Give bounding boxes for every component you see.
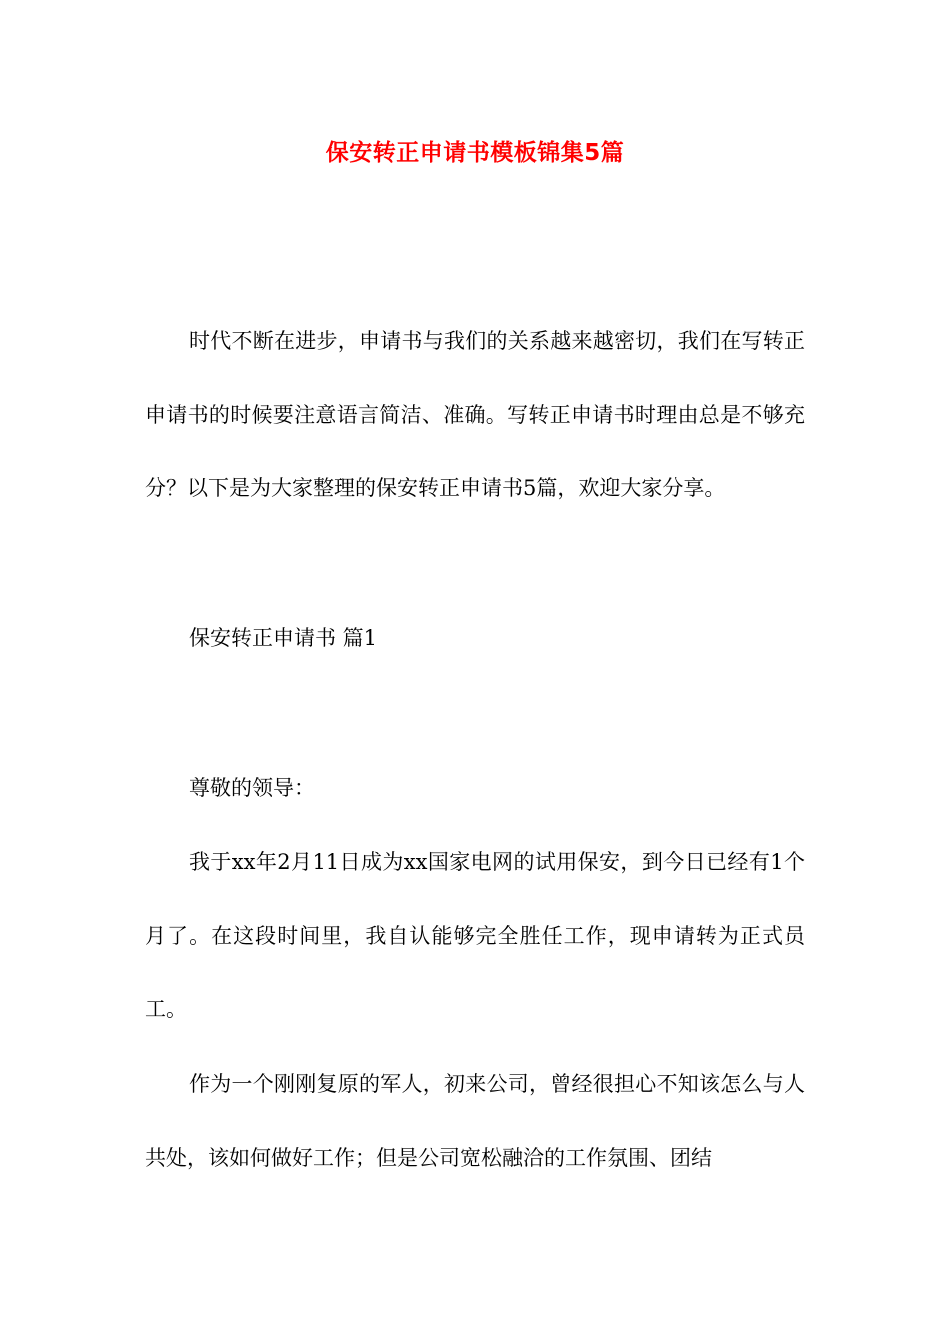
salutation-text: 尊敬的领导： <box>189 776 315 800</box>
salutation <box>145 752 805 826</box>
section-heading <box>145 602 805 676</box>
intro-text: 时代不断在进步，申请书与我们的关系越来越密切，我们在写转正申请书的时候要注意语言简洁、准确。写转正申请书时理由总是不够充分？以下是为大家整理的保安转正申请书5篇，欢迎大家分享。 <box>145 329 805 500</box>
document-title: 保安转正申请书模板锦集5篇 <box>325 140 625 166</box>
body-paragraph-1-text: 我于xx年2月11日成为xx国家电网的试用保安，到今日已经有1个月了。在这段时间里，我自认能够完全胜任工作，现申请转为正式员工。 <box>145 850 805 1021</box>
intro-paragraph <box>145 305 805 526</box>
body-paragraph-2 <box>145 1048 805 1195</box>
section-heading-text: 保安转正申请书 篇1 <box>189 626 378 650</box>
body-paragraph-2-text: 作为一个刚刚复原的军人，初来公司，曾经很担心不知该怎么与人共处，该如何做好工作；但是公司宽松融洽的工作氛围、团结 <box>145 1072 805 1170</box>
body-paragraph-1 <box>145 826 805 1047</box>
